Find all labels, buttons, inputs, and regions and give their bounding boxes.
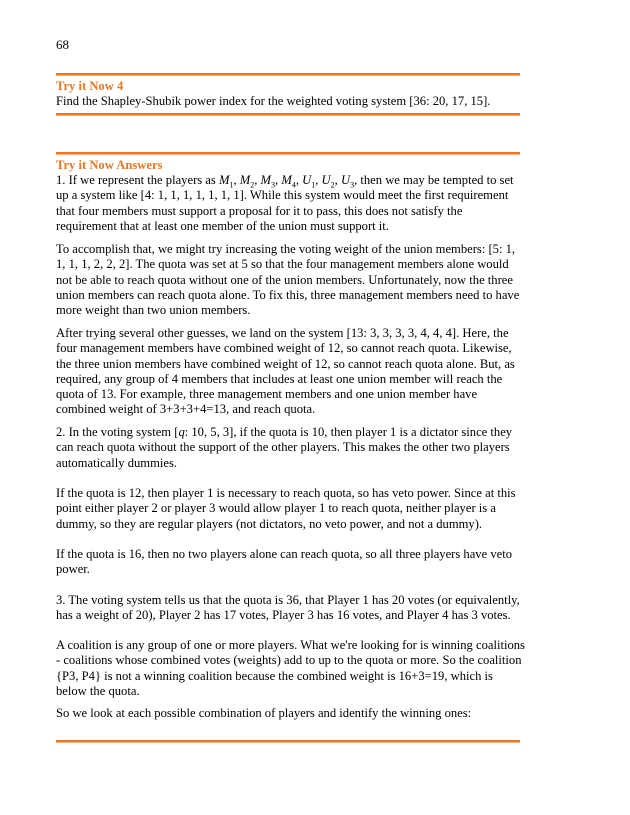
answer-paragraph-2: To accomplish that, we might try increasing the voting weight of the union members: [5: 1, 1, 1, 1, 2, 2, 2]. The quota was set at 5 so that the four management members alone would not be able to reach quota without one of the union members. Unfortunately, now the three union members can reach quota alone. To fix this, three management members need to have more weight than two union members. xyxy=(56,242,520,318)
try-it-bottom-rule xyxy=(56,113,520,116)
try-it-body: Find the Shapley-Shubik power index for the weighted voting system [36: 20, 17, 15]. xyxy=(56,94,491,108)
answers-top-rule xyxy=(56,152,520,155)
answer-paragraph-9: So we look at each possible combination of players and identify the winning ones: xyxy=(56,706,472,720)
answer-paragraph-4: 2. In the voting system [q: 10, 5, 3], if the quota is 10, then player 1 is a dictator since they can reach quota without the support of the other players. This makes the other two players automatically dummies. xyxy=(56,425,513,470)
try-it-top-rule xyxy=(56,73,520,76)
answer-paragraph-8: A coalition is any group of one or more players. What we're looking for is winning coalitions - coalitions whose combined votes (weights) add to up to the quota or more. So the coalition {P3, P4} is not a winning coalition because the combined weight is 16+3=19, which is below the quota. xyxy=(56,638,525,698)
answers-heading: Try it Now Answers xyxy=(56,158,163,172)
answer-paragraph-7: 3. The voting system tells us that the quota is 36, that Player 1 has 20 votes (or equivalently, has a weight of 20), Player 2 has 17 votes, Player 3 has 16 votes, and Player 4 has 3 votes. xyxy=(56,593,520,623)
bottom-rule xyxy=(56,740,520,743)
answer-paragraph-5: If the quota is 12, then player 1 is necessary to reach quota, so has veto power. Since at this point either player 2 or player 3 would allow player 1 to reach quota, neither player is a dummy, so they are regular players (not dictators, no veto power, and not a dummy). xyxy=(56,486,516,531)
answer-paragraph-6: If the quota is 16, then no two players alone can reach quota, so all three players have veto power. xyxy=(56,547,513,577)
answer-paragraph-1: 1. If we represent the players as $M_1$, $M_2$, $M_3$, $M_4$, $U_1$, $U_2$, $U_3$, then we may be tempted to set up a system like [4: 1, 1, 1, 1, 1, 1, 1]. While this system would meet the first requirement that four members must support a proposal for it to pass, this does not satisfy the requirement that at least one member of the union must support it. xyxy=(56,173,514,233)
page-number: 68 xyxy=(56,37,69,52)
answer-paragraph-3: After trying several other guesses, we land on the system [13: 3, 3, 3, 3, 4, 4, 4]. Here, the four management members have combined weight of 12, so cannot reach quota. Likewise, the three union members have combined weight of 12, so cannot reach quota alone. But, as required, any group of 4 members that includes at least one union member will reach the quota of 13. For example, three management members and one union member have combined weight of 3+3+3+4=13, and reach quota. xyxy=(56,326,515,417)
try-it-heading: Try it Now 4 xyxy=(56,79,124,93)
